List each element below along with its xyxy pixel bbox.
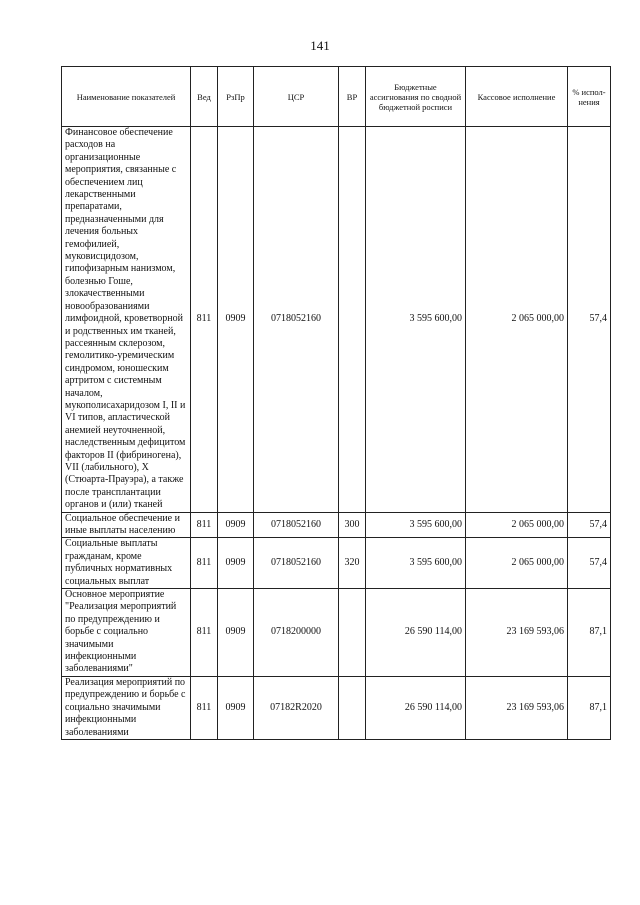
cell-cash: 2 065 000,00 [466,512,568,538]
cell-pct: 87,1 [568,589,611,677]
table-header-row [62,67,611,127]
header-vr: ВР [339,67,366,127]
cell-name: Финансовое обеспечение расходов на организационные мероприятия, связанные с обеспечением лиц лекарственными препаратами, предназначенными для лечения больных гемофилией, муковисцидозом, гипофизарным нанизмом, болезнью Гоше, злокачественными новообразованиями лимфоидной, кроветворной и родственных им тканей, рассеянным склерозом, гемолитико-уремическим синдромом, юношеским артритом с системным началом, мукополисахаридозом I, II и VI типов, апластической анемией неуточненной, наследственным дефицитом факторов II (фибриногена), VII (лабильного), X (Стюарта-Прауэра), а также после трансплантации органов и (или) тканей [62,127,191,513]
cell-plan: 3 595 600,00 [366,127,466,513]
cell-csr: 0718052160 [254,512,339,538]
header-pct: % испол-нения [568,67,611,127]
cell-cash: 23 169 593,06 [466,676,568,739]
cell-ved: 811 [191,512,218,538]
cell-cash: 23 169 593,06 [466,589,568,677]
cell-cash: 2 065 000,00 [466,538,568,589]
cell-csr: 0718052160 [254,538,339,589]
header-plan: Бюджетные ассигнования по сводной бюджетной росписи [366,67,466,127]
cell-name: Социальные выплаты гражданам, кроме публичных нормативных социальных выплат [62,538,191,589]
cell-ved: 811 [191,589,218,677]
cell-csr: 0718200000 [254,589,339,677]
cell-rzpr: 0909 [218,676,254,739]
cell-ved: 811 [191,538,218,589]
header-name: Наименование показателей [62,67,191,127]
cell-plan: 26 590 114,00 [366,676,466,739]
header-csr: ЦСР [254,67,339,127]
cell-pct: 57,4 [568,512,611,538]
cell-vr: 320 [339,538,366,589]
cell-pct: 87,1 [568,676,611,739]
cell-name: Реализация мероприятий по предупреждению и борьбе с социально значимыми инфекционными заболеваниями [62,676,191,739]
table-row [62,127,611,513]
cell-csr: 07182R2020 [254,676,339,739]
cell-plan: 3 595 600,00 [366,512,466,538]
cell-cash: 2 065 000,00 [466,127,568,513]
cell-csr: 0718052160 [254,127,339,513]
cell-vr [339,589,366,677]
page-number: 141 [310,38,330,53]
cell-vr: 300 [339,512,366,538]
table-row [62,589,611,677]
header-ved: Вед [191,67,218,127]
cell-plan: 26 590 114,00 [366,589,466,677]
cell-rzpr: 0909 [218,589,254,677]
cell-plan: 3 595 600,00 [366,538,466,589]
cell-ved: 811 [191,676,218,739]
cell-vr [339,676,366,739]
cell-rzpr: 0909 [218,512,254,538]
cell-name: Основное мероприятие "Реализация мероприятий по предупреждению и борьбе с социально значимыми инфекционными заболеваниями" [62,589,191,677]
table-row [62,538,611,589]
cell-name: Социальное обеспечение и иные выплаты населению [62,512,191,538]
budget-execution-table [61,66,611,740]
table-row [62,676,611,739]
cell-rzpr: 0909 [218,127,254,513]
cell-ved: 811 [191,127,218,513]
table-row [62,512,611,538]
cell-pct: 57,4 [568,127,611,513]
header-rzpr: РзПр [218,67,254,127]
header-cash: Кассовое исполнение [466,67,568,127]
cell-vr [339,127,366,513]
cell-pct: 57,4 [568,538,611,589]
cell-rzpr: 0909 [218,538,254,589]
